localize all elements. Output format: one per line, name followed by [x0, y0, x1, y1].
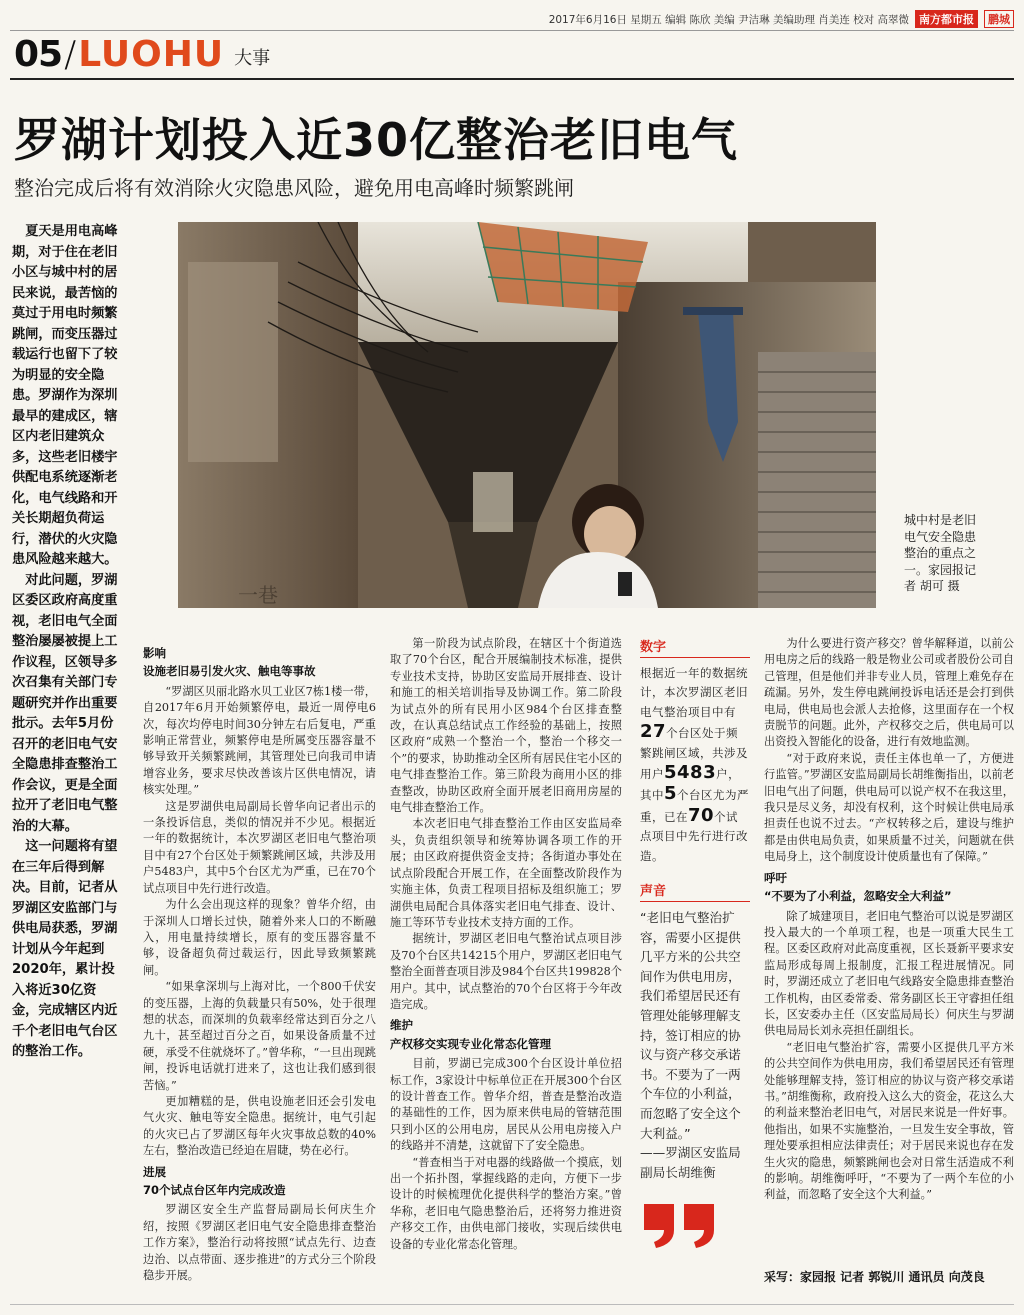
bottom-rule [10, 1304, 1014, 1305]
section-heading: 产权移交实现专业化常态化管理 [390, 1036, 551, 1051]
body-paragraph: 更加糟糕的是，供电设施老旧还会引发电气火灾、触电等安全隐患。据统计，电气引起的火灾已占了罗湖区每年火灾事故总数的40%左右，整治改造已经迫在眉睫，势在必行。 [143, 1094, 376, 1158]
section-category: 大事 [234, 48, 271, 69]
page-number: 05 [14, 33, 63, 75]
stat-number: 5 [664, 783, 678, 805]
body-paragraph: 除了城建项目，老旧电气整治可以说是罗湖区投入最大的一个单项工程，也是一项重大民生工程。区委区政府对此高度重视，区长聂新平要求安监局形成每周上报制度，汇报工程进展情况。同时，罗湖还成立了老旧电气线路安全隐患排查整治工作机构，由区委常委、常务副区长王守睿担任组长，区安委办主任（区安监局局长）何庆生与罗湖供电局局长刘永亮担任副组长。 [764, 909, 1014, 1038]
stat-number: 27 [640, 721, 667, 743]
numbers-box-text: 根据近一年的数据统计，本次罗湖区老旧电气整治项目中有27个台区处于频繁跳闸区域，共涉及用户5483户，其中5个台区尤为严重，已在70个试点项目中先行进行改造。 [640, 666, 750, 863]
article-column-1 [143, 641, 376, 1284]
section-heading: 70个试点台区年内完成改造 [143, 1183, 286, 1197]
section-rule [10, 78, 1014, 80]
section-heading: “不要为了小利益，忽略安全大利益” [764, 889, 952, 904]
newspaper-logo: 南方都市报 [915, 10, 978, 28]
voice-attribution: ——罗湖区安监局副局长胡维衡 [640, 1145, 741, 1180]
body-paragraph: 据统计，罗湖区老旧电气整治试点项目涉及70个台区共14215个用户，罗湖区老旧电气整治全面普查项目涉及984个台区共199828个用户。其中，试点整治的70个台区将于今年改造完成。 [390, 932, 622, 1011]
stat-number: 70 [688, 804, 715, 826]
body-paragraph: “如果拿深圳与上海对比，一个800千伏安的变压器，上海的负载量只有50%，处于很理想的状态，而深圳的负载率经常达到百分之八九十，甚至超过百分之百，如果设备质量不过硬，承受不住就烧坏了。”曾华称，“一旦出现跳闸，投诉电话就打进来了，这也让我们感到很苦恼。” [143, 980, 376, 1092]
body-paragraph: 本次老旧电气排查整治工作由区安监局牵头，负责组织领导和统筹协调各项工作的开展；由区政府提供资金支持；各街道办事处在试点阶段配合开展工作，在全面整改阶段作为实施主体，负责工程项目招标及组织施工；罗湖供电局配合具体落实老旧电气排查、设计、施工等环节专业技术支持方面的工作。 [390, 817, 622, 929]
masthead-bar [18, 8, 1014, 30]
body-paragraph: “罗湖区贝丽北路水贝工业区7栋1楼一带，自2017年6月开始频繁停电，最近一周停电6次，每次均停电时间30分钟左右后复电，严重影响正常营业，频繁停电是所属变压器容量不够导致开关频繁跳闸，其管理处已向我司申请增容业务，要求尽快改善该片区供电情况，请核实处理。” [143, 684, 376, 797]
lead-paragraph: 对此问题，罗湖区委区政府高度重视，老旧电气全面整治屡屡被提上工作议程，区领导多次召集有关部门专题研究并作出重要批示。去年5月份召开的老旧电气安全隐患排查整治工作会议，更是全面拉开了老旧电气整治的大幕。 [12, 572, 118, 834]
lead-column [12, 222, 120, 1063]
byline: 采写：家园报 记者 郭锐川 通讯员 向茂良 [764, 1270, 985, 1284]
subheadline: 整治完成后将有效消除火灾隐患风险，避免用电高峰时频繁跳闸 [14, 176, 574, 200]
section-label: 维护 [390, 1018, 413, 1033]
section-header [14, 32, 270, 76]
news-photo [178, 222, 876, 608]
lead-paragraph: 夏天是用电高峰期，对于住在老旧小区与城中村的居民来说，最苦恼的莫过于用电时频繁跳闸，而变压器过载运行也留下了较为明显的安全隐患。罗湖作为深圳最早的建成区，辖区内老旧建筑众多，这些老旧楼宇供配电系统逐渐老化，电气线路和开关长期超负荷运行，潜伏的火灾隐患风险越来越大。 [12, 224, 118, 567]
top-rule [10, 30, 1014, 31]
section-label: 进展 [143, 1164, 166, 1179]
numbers-box-title: 数字 [640, 636, 750, 658]
edition-logo: 鹏城 [984, 10, 1014, 28]
section-name: LUOHU [78, 33, 225, 75]
section-slash: / [64, 33, 77, 75]
body-paragraph: 第一阶段为试点阶段，在辖区十个街道选取了70个台区，配合开展编制技术标准，提供专业技术支持，协助区安监局开展排查、设计和施工的相关培训指导及协调工作。第二阶段为试点外的所有民用小区984个台区排查整改，在认真总结试点工作经验的基础上，按照区政府“成熟一个整治一个，整治一个移交一个”的要求，协助推动全区所有居民住宅小区的电气排查整治工作。第三阶段为商用小区的排查整改，协助区政府全面开展老旧商用房屋的电气排查整治工作。 [390, 637, 622, 815]
body-paragraph: 为什么要进行资产移交？曾华解释道，以前公用电房之后的线路一般是物业公司或者股份公司自己管理，但是他们并非专业人员，管理上难免存在疏漏。另外，发生停电跳闸投诉电话还是会打到供电局，供电局也会派人去抢修，这里面存在一个权责脱节的问题。此外，产权移交之后，供电局可以出资投入智能化的设备，进行有效地监测。 [764, 637, 1014, 749]
section-label: 呼吁 [764, 870, 787, 885]
body-paragraph: 目前，罗湖已完成300个台区设计单位招标工作，3家设计中标单位正在开展300个台区的设计普查工作。曾华介绍，普查是整治改造的基础性的工作，因为原来供电局的管辖范围只到小区的公用电房，居民从公用电房接入户的线路并不清楚，这就留下了安全隐患。 [390, 1057, 622, 1153]
section-label: 影响 [143, 646, 166, 660]
svg-text:一巷: 一巷 [238, 583, 278, 607]
body-paragraph: “对于政府来说，责任主体也单一了，方便进行监管。”罗湖区安监局副局长胡维衡指出，以前老旧电气出了问题，供电局可以说产权不在我这里，我只是尽义务，却没有权利，这个时候让供电局承担责任也说不过去。“产权转移之后，建设与维护都是由供电局负责，如果质量不过关，问题就在供电局身上，这个制度设计使质量也有了保障。” [764, 751, 1014, 864]
stat-number: 5483 [664, 762, 717, 784]
article-column-4 [764, 636, 1014, 1204]
body-paragraph: “老旧电气整治扩容，需要小区提供几平方米的公共空间作为供电用房，我们希望居民还有管理处能够理解支持，签订相应的协议与资产移交承诺书。”胡维衡称，政府投入这么大的资金，花这么大的利益来整治老旧电气，对居民来说是一件好事。他指出，如果不实施整治，一旦发生安全事故，管理处要承担相应法律责任；对于居民来说也存在发生火灾的隐患，频繁跳闸也会对日常生活造成不利的影响。胡维衡呼吁，“不要为了一两个车位的小利益，而忽略了安全这个大利益。” [764, 1040, 1014, 1202]
body-paragraph: 这是罗湖供电局副局长曾华向记者出示的一条投诉信息，类似的情况并不少见。根据近一年的数据统计，本次罗湖区老旧电气整治项目中有27个台区处于频繁跳闸区域，共涉及用户5483户，其中5个台区尤为严重，已在70个试点项目中先行进行改造。 [143, 799, 376, 895]
sidebar [640, 636, 750, 1252]
body-paragraph: 为什么会出现这样的现象？曾华介绍，由于深圳人口增长过快，随着外来人口的不断融入，用电量持续增长，原有的变压器容量不够，设备超负荷过载运行，因此导致频繁跳闸。 [143, 898, 376, 977]
quote-marks-icon [640, 1192, 750, 1252]
lead-paragraph: 这一问题将有望在三年后得到解决。目前，记者从罗湖区安监部门与供电局获悉，罗湖计划从今年起到2020年，累计投入将近30亿资金，完成辖区内近千个老旧电气台区的整治工作。 [12, 839, 118, 1059]
article-column-2 [390, 636, 622, 1253]
photo-caption: 城中村是老旧电气安全隐患整治的重点之一。家园报记者 胡可 摄 [904, 513, 977, 593]
body-paragraph: 罗湖区安全生产监督局副局长何庆生介绍，按照《罗湖区老旧电气安全隐患排查整治工作方案》，整治行动将按照“试点先行、边查边治、以点带面、逐步推进”的方式分三个阶段稳步开展。 [143, 1203, 376, 1283]
section-heading: 设施老旧易引发火灾、触电等事故 [143, 664, 316, 679]
headline: 罗湖计划投入近30亿整治老旧电气 [14, 113, 739, 167]
speech-quote-icon [640, 1200, 720, 1250]
voice-box-title: 声音 [640, 880, 750, 902]
date-editor-line: 2017年6月16日 星期五 编辑 陈欣 美编 尹洁琳 美编助理 肖美连 校对 高翠微 [548, 13, 909, 26]
alley-photo-illustration [178, 222, 876, 608]
voice-quote: “老旧电气整治扩容，需要小区提供几平方米的公共空间作为供电用房，我们希望居民还有管理处能够理解支持，签订相应的协议与资产移交承诺书。不要为了一两个车位的小利益，而忽略了安全这个大利益。” [640, 910, 741, 1141]
body-paragraph: “普查相当于对电器的线路做一个摸底，划出一个拓扑图，掌握线路的走向，方便下一步设计的时候梳理优化提供科学的整治方案。”曾华称，老旧电气隐患整治后，还将努力推进资产移交工作，由供电部门接收，实现后续供电设备的专业化常态化管理。 [390, 1155, 622, 1251]
